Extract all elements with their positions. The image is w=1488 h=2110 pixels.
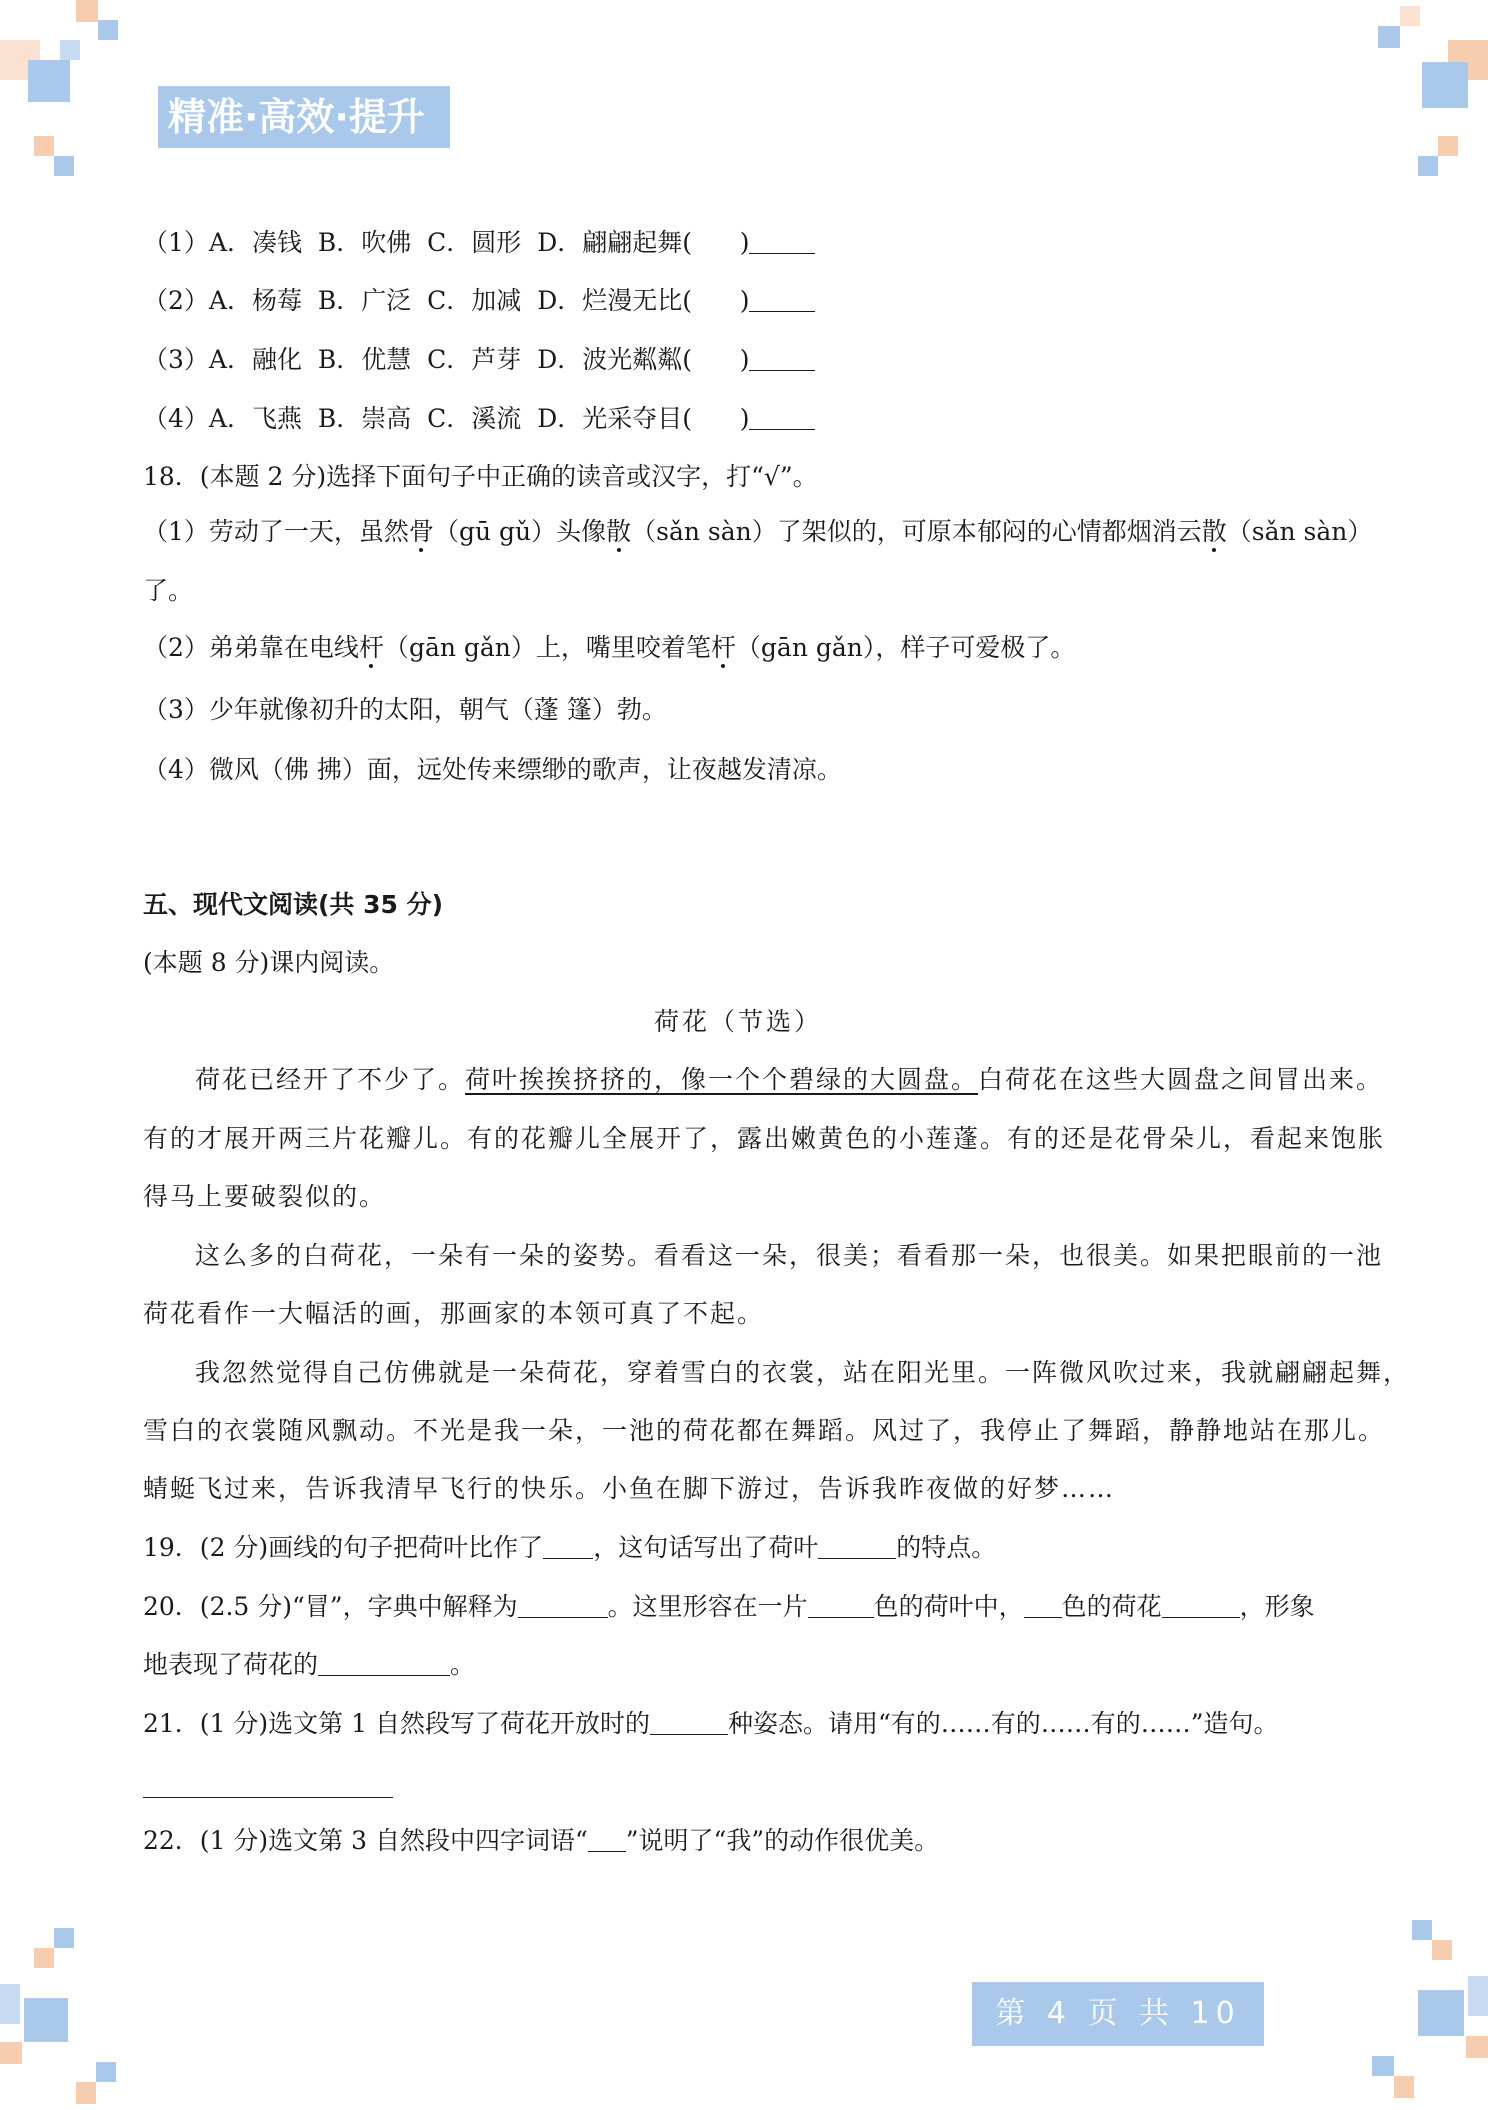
decor-square: [76, 2082, 96, 2104]
text: 。: [450, 1650, 476, 1679]
decor-square: [1432, 1940, 1452, 1960]
question-22: [143, 1824, 939, 1858]
answer-blank[interactable]: [1162, 1593, 1240, 1618]
answer-blank[interactable]: [318, 1651, 450, 1676]
text: ”说明了“我”的动作很优美。: [625, 1826, 940, 1855]
answer-blank[interactable]: [808, 1593, 874, 1618]
page-number: 第 4 页 共 10 页: [972, 1982, 1264, 2046]
decor-square: [76, 0, 98, 22]
text: 地表现了荷花的: [143, 1650, 319, 1679]
option-d: D．光采夺目(: [537, 404, 693, 433]
answer-blank[interactable]: [518, 1593, 608, 1618]
passage-line: 蜻蜓飞过来，告诉我清早飞行的快乐。小鱼在脚下游过，告诉我昨夜做的好梦……: [143, 1474, 1116, 1503]
text: （gān gǎn）上，嘴里咬着笔: [383, 633, 711, 662]
answer-blank[interactable]: [543, 1534, 593, 1559]
option-number: （1）: [143, 228, 209, 257]
text: 22．(1 分)选文第 3 自然段中四字词语“: [143, 1826, 588, 1855]
text: （2）弟弟靠在电线: [143, 633, 359, 662]
option-number: （3）: [143, 345, 209, 374]
text: ，这句话写出了荷叶: [593, 1533, 819, 1562]
option-d: D．翩翩起舞(: [537, 228, 693, 257]
decor-square: [98, 20, 118, 40]
option-row: [143, 284, 815, 318]
decor-square: [34, 1948, 54, 1968]
decor-square: [28, 60, 70, 102]
option-close: ): [739, 404, 750, 433]
dotted-char: 散: [606, 517, 632, 546]
decor-square: [54, 156, 74, 176]
text: ，形象: [1239, 1592, 1315, 1621]
text: 荷花已经开了不少了。: [195, 1065, 466, 1094]
option-close: ): [739, 228, 750, 257]
reading-intro: (本题 8 分)课内阅读。: [143, 948, 395, 977]
q18-sentence-1: [143, 515, 1372, 549]
text: 。这里形容在一片: [607, 1592, 808, 1621]
text: 种姿态。请用“有的……有的……有的……”造句。: [727, 1709, 1279, 1738]
answer-blank[interactable]: [1024, 1593, 1062, 1618]
text: 21．(1 分)选文第 1 自然段写了荷花开放时的: [143, 1709, 650, 1738]
option-c: C．圆形: [427, 228, 522, 257]
decor-square: [1412, 1920, 1432, 1940]
answer-blank[interactable]: [818, 1534, 896, 1559]
option-d: D．烂漫无比(: [537, 286, 693, 315]
passage-line: 这么多的白荷花，一朵有一朵的姿势。看看这一朵，很美；看看那一朵，也很美。如果把眼前的一池: [195, 1241, 1384, 1270]
question-18-stem: 18．(本题 2 分)选择下面句子中正确的读音或汉字，打“√”。: [143, 462, 818, 491]
decor-square: [1400, 6, 1420, 26]
text: （gū gǔ）头像: [433, 517, 607, 546]
answer-blank[interactable]: [749, 287, 815, 312]
decor-square: [1466, 2036, 1488, 2058]
decor-square: [34, 136, 54, 156]
text: 白荷花在这些大圆盘之间冒出来。: [978, 1065, 1384, 1094]
text: 19．(2 分)画线的句子把荷叶比作了: [143, 1533, 544, 1562]
option-row: [143, 343, 815, 377]
option-d: D．波光粼粼(: [537, 345, 693, 374]
option-c: C．芦芽: [427, 345, 522, 374]
option-row: [143, 402, 815, 436]
decor-square: [1418, 1990, 1464, 2036]
decor-square: [1394, 2076, 1414, 2098]
dotted-char: 骨: [408, 517, 434, 546]
decor-square: [1378, 26, 1400, 48]
option-c: C．溪流: [427, 404, 522, 433]
text: （1）劳动了一天，虽然: [143, 517, 409, 546]
q18-sentence-2: [143, 631, 1075, 665]
answer-line[interactable]: [143, 1797, 393, 1798]
passage-line: [143, 1063, 1383, 1097]
decor-square: [1468, 1976, 1488, 2016]
option-a: A．飞燕: [208, 404, 302, 433]
q18-sentence-3: （3）少年就像初升的太阳，朝气（蓬 篷）勃。: [143, 695, 667, 724]
answer-blank[interactable]: [749, 405, 815, 430]
decor-square: [60, 40, 80, 60]
text: （gān gǎn），样子可爱极了。: [735, 633, 1076, 662]
passage-title: 荷花（节选）: [653, 1007, 822, 1036]
decor-square: [1438, 136, 1458, 156]
text: 20．(2.5 分)“冒”，字典中解释为: [143, 1592, 518, 1621]
answer-blank[interactable]: [588, 1827, 626, 1852]
passage-line: 雪白的衣裳随风飘动。不光是我一朵，一池的荷花都在舞蹈。风过了，我停止了舞蹈，静静地站在那儿。: [143, 1416, 1386, 1445]
text: （sǎn sàn）了架似的，可原本郁闷的心情都烟消云: [631, 517, 1202, 546]
passage-line: 荷花看作一大幅活的画，那画家的本领可真了不起。: [143, 1299, 765, 1328]
option-close: ): [739, 286, 750, 315]
header-banner: 精准·高效·提升: [158, 86, 450, 148]
passage-line: 有的才展开两三片花瓣儿。有的花瓣儿全展开了，露出嫩黄色的小莲蓬。有的还是花骨朵儿，看起来饱胀: [143, 1124, 1386, 1153]
question-21: [143, 1707, 1279, 1741]
decor-square: [1372, 2056, 1394, 2076]
question-20-cont: [143, 1648, 475, 1682]
dotted-char: 杆: [710, 633, 736, 662]
option-close: ): [739, 345, 750, 374]
decor-square: [96, 2062, 116, 2082]
text: 的特点。: [896, 1533, 997, 1562]
option-a: A．杨莓: [208, 286, 302, 315]
underlined-sentence: 荷叶挨挨挤挤的，像一个个碧绿的大圆盘。: [465, 1065, 979, 1094]
decor-square: [1418, 156, 1438, 176]
option-a: A．凑钱: [208, 228, 302, 257]
decor-square: [0, 2042, 22, 2064]
text: 色的荷花: [1061, 1592, 1162, 1621]
q18-sentence-1-end: 了。: [143, 576, 194, 605]
decor-square: [54, 1928, 74, 1948]
decor-square: [0, 1984, 20, 2024]
option-b: B．崇高: [317, 404, 412, 433]
text: （sǎn sàn）: [1226, 517, 1373, 546]
option-b: B．优慧: [317, 345, 412, 374]
decor-square: [1422, 62, 1468, 108]
option-c: C．加减: [427, 286, 522, 315]
option-number: （4）: [143, 404, 209, 433]
option-b: B．吹佛: [317, 228, 412, 257]
answer-blank[interactable]: [749, 346, 815, 371]
option-b: B．广泛: [317, 286, 412, 315]
section-heading: 五、现代文阅读(共 35 分): [143, 890, 444, 919]
text: 色的荷叶中，: [873, 1592, 1024, 1621]
dotted-char: 散: [1201, 517, 1227, 546]
dotted-char: 杆: [358, 633, 384, 662]
q18-sentence-4: （4）微风（佛 拂）面，远处传来缥缈的歌声，让夜越发清凉。: [143, 755, 842, 784]
option-a: A．融化: [208, 345, 302, 374]
answer-blank[interactable]: [650, 1710, 728, 1735]
decor-square: [24, 1998, 68, 2042]
option-number: （2）: [143, 286, 209, 315]
passage-line: 得马上要破裂似的。: [143, 1182, 387, 1211]
question-19: [143, 1531, 996, 1565]
question-20: [143, 1590, 1315, 1624]
answer-blank[interactable]: [749, 229, 815, 254]
option-row: [143, 226, 815, 260]
passage-line: 我忽然觉得自己仿佛就是一朵荷花，穿着雪白的衣裳，站在阳光里。一阵微风吹过来，我就翩翩起舞，: [195, 1358, 1411, 1387]
